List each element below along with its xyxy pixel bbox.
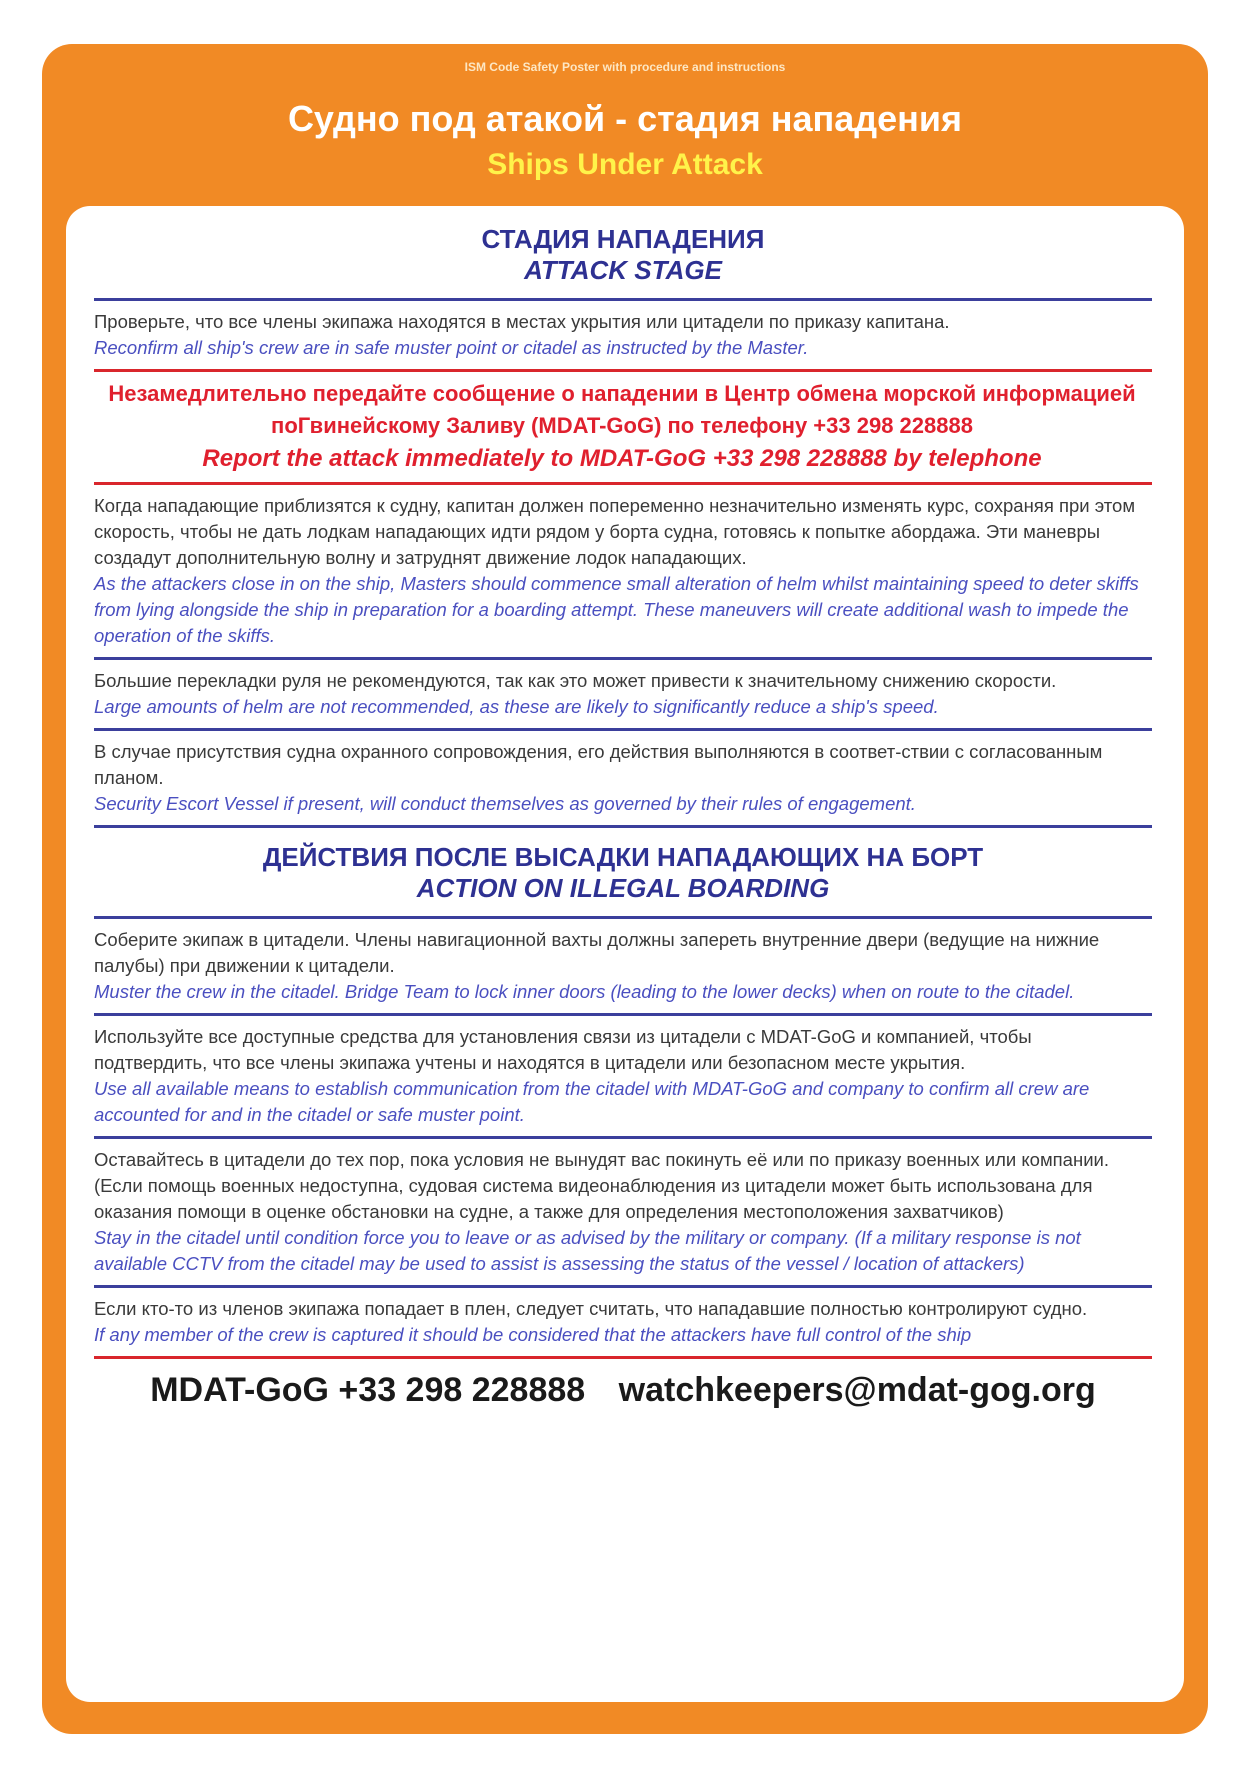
instruction-en: If any member of the crew is captured it should be considered that the attackers have full control of the ship [94, 1324, 972, 1345]
instruction-block [94, 1016, 1152, 1136]
content-inner [94, 206, 1152, 1410]
report-attack-alert [94, 372, 1152, 482]
instruction-block [94, 301, 1152, 369]
section-heading-en: ACTION ON ILLEGAL BOARDING [416, 873, 830, 903]
instruction-block [94, 660, 1152, 728]
contact-footer [94, 1359, 1152, 1410]
poster-title-ru: Судно под атакой - стадия нападения [287, 98, 963, 139]
instruction-en: Muster the crew in the citadel. Bridge Team to lock inner doors (leading to the lower decks) when on route to the citadel. [94, 981, 1075, 1002]
instruction-ru: Большие перекладки руля не рекомендуются, так как это может привести к значительному снижению скорости. [94, 670, 1057, 691]
content-panel [66, 206, 1184, 1702]
instruction-block [94, 731, 1152, 825]
instruction-ru: Соберите экипаж в цитадели. Члены навигационной вахты должны запереть внутренние двери (ведущие на нижние палубы) при движении к цитадели. [94, 929, 1100, 976]
section-heading-attack-stage [94, 206, 1152, 298]
alert-en: Report the attack immediately to MDAT-GoG +33 298 228888 by telephone [202, 445, 1042, 472]
instruction-ru: Когда нападающие приблизятся к судну, капитан должен попеременно незначительно изменять курс, сохраняя при этом скорость, чтобы не дать лодкам нападающих идти рядом у борта судна, готовясь к попытке абордажа. Эти маневры создадут дополнительную волну и затруднят движение лодок нападающих. [94, 495, 1136, 568]
poster-tag: ISM Code Safety Poster with procedure and instructions [464, 60, 786, 74]
instruction-ru: Проверьте, что все члены экипажа находятся в местах укрытия или цитадели по приказу капитана. [94, 311, 950, 332]
alert-ru: Незамедлительно передайте сообщение о нападении в Центр обмена морской информацией поГвинейскому Заливу (MDAT-GoG) по телефону +33 298 228888 [108, 381, 1136, 438]
instruction-block [94, 1288, 1152, 1356]
instruction-block [94, 919, 1152, 1013]
instruction-en: Use all available means to establish communication from the citadel with MDAT-GoG and company to confirm all crew are accounted for and in the citadel or safe muster point. [94, 1078, 1090, 1125]
poster-title-en: Ships Under Attack [487, 148, 763, 181]
instruction-ru: Оставайтесь в цитадели до тех пор, пока условия не вынудят вас покинуть её или по приказу военных или компании. (Если помощь военных недоступна, судовая система видеонаблюдения из цитадели может быть использована для оказания помощи в оценке обстановки на судне, а также для определения местоположения захватчиков) [94, 1149, 1109, 1222]
instruction-en: Large amounts of helm are not recommended, as these are likely to significantly reduce a ship's speed. [94, 696, 939, 717]
section-heading-illegal-boarding [94, 828, 1152, 916]
instruction-ru: Если кто-то из членов экипажа попадает в плен, следует считать, что нападавшие полностью контролируют судно. [94, 1298, 1088, 1319]
section-heading-en: ATTACK STAGE [524, 255, 722, 285]
section-heading-ru: СТАДИЯ НАПАДЕНИЯ [481, 224, 765, 254]
instruction-ru: В случае присутствия судна охранного сопровождения, его действия выполняются в соответ-ствии с согласованным планом. [94, 741, 1103, 788]
safety-poster [42, 44, 1208, 1734]
instruction-block [94, 1139, 1152, 1285]
instruction-ru: Используйте все доступные средства для установления связи из цитадели с MDAT-GoG и компанией, чтобы подтвердить, что все члены экипажа учтены и находятся в цитадели или безопасном месте укрытия. [94, 1026, 1032, 1073]
contact-email: watchkeepers@mdat-gog.org [618, 1371, 1096, 1409]
instruction-en: Reconfirm all ship's crew are in safe muster point or citadel as instructed by the Master. [94, 337, 809, 358]
contact-phone: MDAT-GoG +33 298 228888 [150, 1371, 586, 1409]
instruction-en: Stay in the citadel until condition force you to leave or as advised by the military or company. (If a military response is not available CCTV from the citadel may be used to assist is assessing the status of the vessel / location of attackers) [94, 1227, 1081, 1274]
instruction-en: Security Escort Vessel if present, will conduct themselves as governed by their rules of engagement. [94, 793, 916, 814]
instruction-en: As the attackers close in on the ship, Masters should commence small alteration of helm whilst maintaining speed to deter skiffs from lying alongside the ship in preparation for a boarding attempt. These maneuvers will create additional wash to impede the operation of the skiffs. [94, 573, 1139, 646]
instruction-block [94, 485, 1152, 657]
section-heading-ru: ДЕЙСТВИЯ ПОСЛЕ ВЫСАДКИ НАПАДАЮЩИХ НА БОРТ [262, 842, 984, 872]
